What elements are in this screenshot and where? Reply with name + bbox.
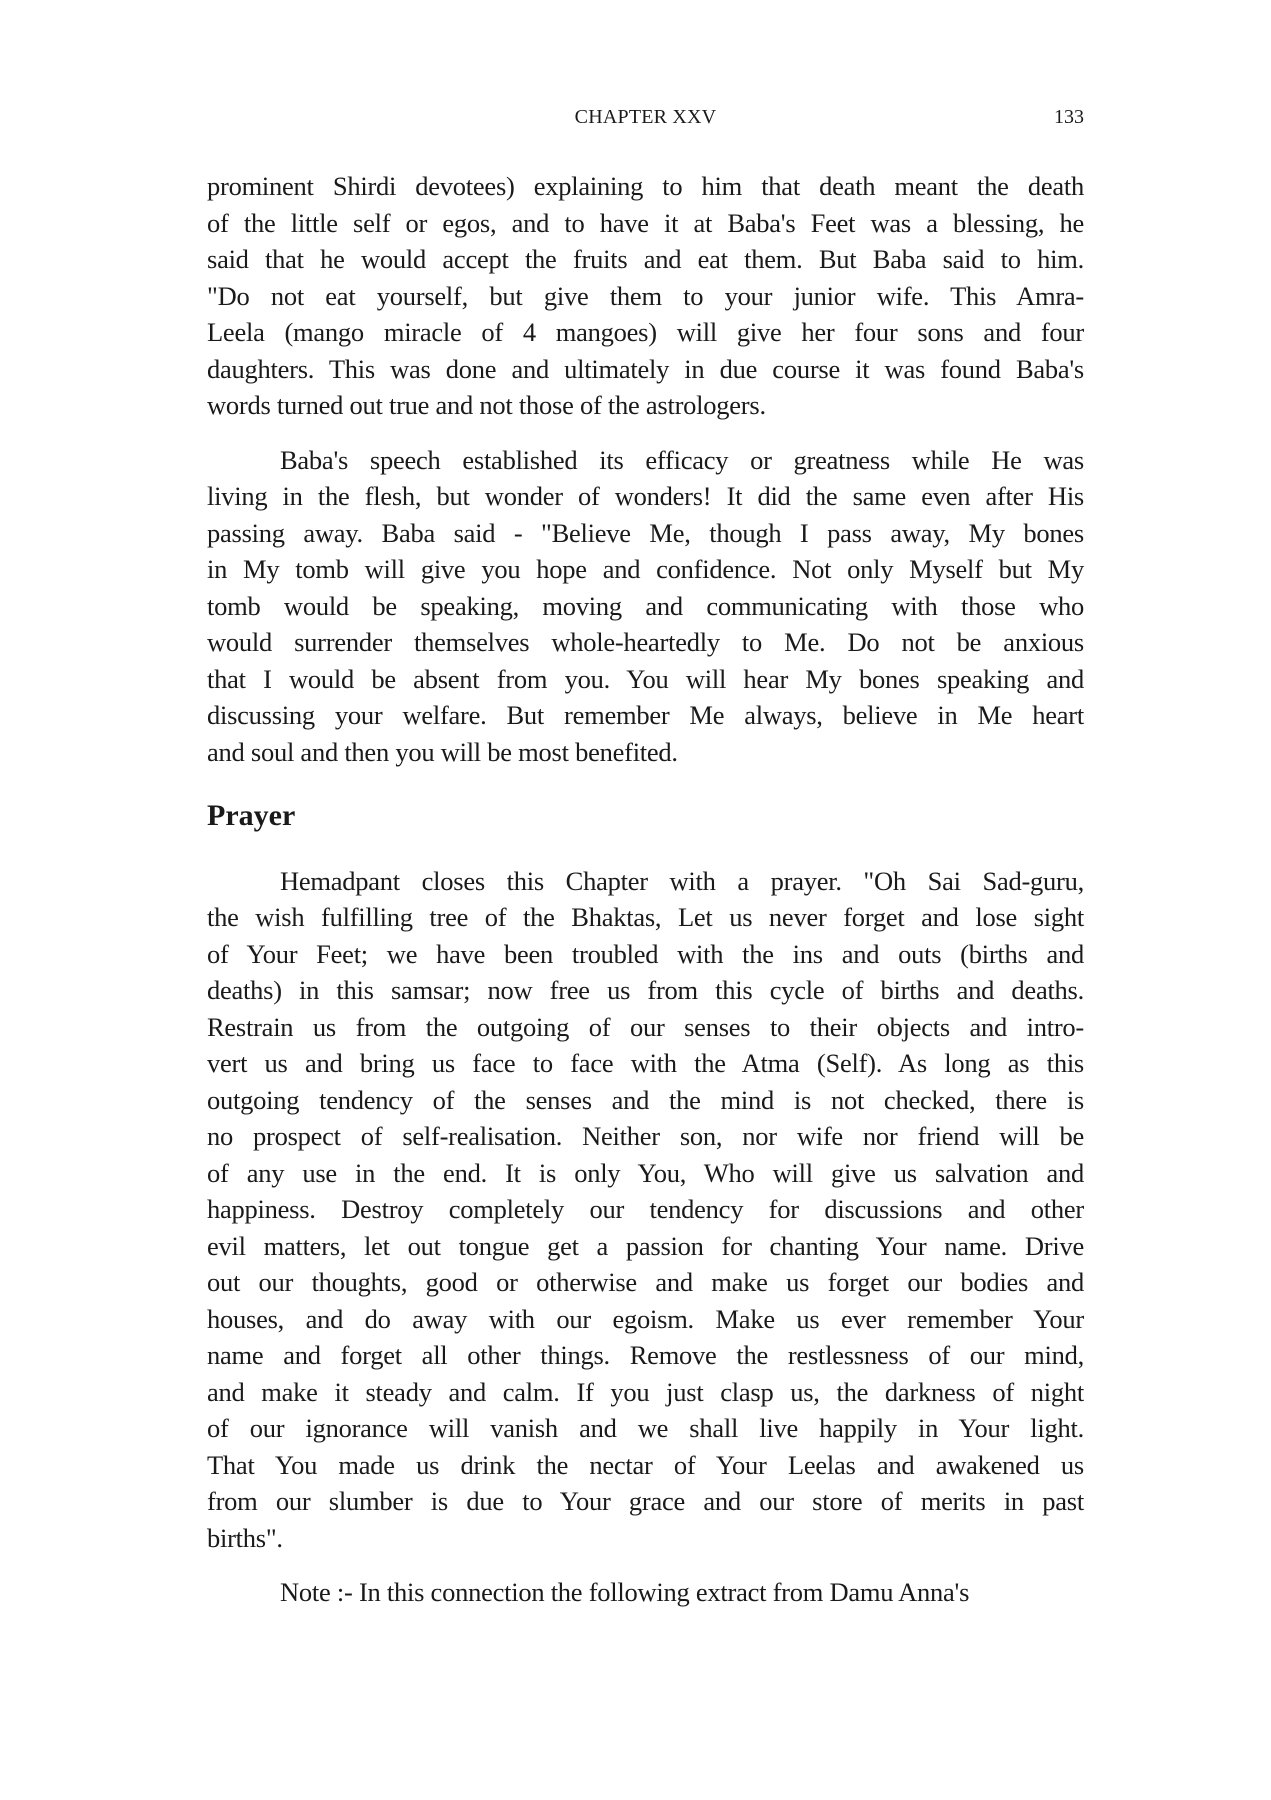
text-line: prominent Shirdi devotees) explaining to him that death meant the death xyxy=(207,171,1084,201)
text-line: Leela (mango miracle of 4 mangoes) will give her four sons and four xyxy=(207,317,1084,347)
text-line: births". xyxy=(207,1522,283,1553)
section-heading: Prayer xyxy=(207,799,296,832)
text-line: said that he would accept the fruits and eat them. But Baba said to him. xyxy=(207,244,1084,274)
text-line: that I would be absent from you. You will hear My bones speaking and xyxy=(207,663,1084,694)
text-line: in My tomb will give you hope and confidence. Not only Myself but My xyxy=(207,554,1084,584)
text-line: the wish fulfilling tree of the Bhaktas, Let us never forget and lose sight xyxy=(207,902,1084,932)
text-line: out our thoughts, good or otherwise and make us forget our bodies and xyxy=(207,1267,1084,1297)
text-line: daughters. This was done and ultimately in due course it was found Baba's xyxy=(207,353,1084,384)
paragraph xyxy=(207,168,1084,424)
page-number: 133 xyxy=(1054,106,1084,128)
text-line: Note :- In this connection the following extract from Damu Anna's xyxy=(280,1577,970,1607)
paragraph xyxy=(207,442,1084,771)
text-line: passing away. Baba said - "Believe Me, though I pass away, My bones xyxy=(207,517,1084,548)
text-line: of the little self or egos, and to have it at Baba's Feet was a blessing, he xyxy=(207,207,1084,238)
text-line: That You made us drink the nectar of Your Leelas and awakened us xyxy=(207,1449,1084,1480)
text-line: would surrender themselves whole-heartedly to Me. Do not be anxious xyxy=(207,627,1084,657)
text-line: and soul and then you will be most benefited. xyxy=(207,736,678,767)
running-head xyxy=(207,106,1084,134)
paragraph xyxy=(207,863,1084,1557)
text-line: of Your Feet; we have been troubled with the ins and outs (births and xyxy=(207,938,1084,969)
text-line: Baba's speech established its efficacy or greatness while He was xyxy=(280,444,1084,475)
text-line: Hemadpant closes this Chapter with a prayer. "Oh Sai Sad-guru, xyxy=(280,865,1084,896)
text-line: "Do not eat yourself, but give them to your junior wife. This Amra- xyxy=(207,280,1084,311)
page-body xyxy=(207,168,1084,1611)
chapter-title: CHAPTER XXV xyxy=(574,106,717,128)
text-line: living in the flesh, but wonder of wonders! It did the same even after His xyxy=(207,481,1084,511)
text-line: happiness. Destroy completely our tendency for discussions and other xyxy=(207,1194,1084,1224)
text-line: deaths) in this samsar; now free us from this cycle of births and deaths. xyxy=(207,975,1084,1005)
text-line: from our slumber is due to Your grace and our store of merits in past xyxy=(207,1486,1084,1516)
text-line: Restrain us from the outgoing of our senses to their objects and intro- xyxy=(207,1011,1084,1042)
text-line: and make it steady and calm. If you just clasp us, the darkness of night xyxy=(207,1376,1084,1407)
text-line: name and forget all other things. Remove the restlessness of our mind, xyxy=(207,1340,1084,1370)
text-line: outgoing tendency of the senses and the mind is not checked, there is xyxy=(207,1084,1084,1115)
text-line: no prospect of self-realisation. Neither son, nor wife nor friend will be xyxy=(207,1121,1084,1151)
text-line: of any use in the end. It is only You, Who will give us salvation and xyxy=(207,1157,1084,1188)
text-line: discussing your welfare. But remember Me always, believe in Me heart xyxy=(207,700,1084,730)
text-line: evil matters, let out tongue get a passion for chanting Your name. Drive xyxy=(207,1230,1084,1261)
text-line: vert us and bring us face to face with the Atma (Self). As long as this xyxy=(207,1048,1084,1078)
text-line: houses, and do away with our egoism. Make us ever remember Your xyxy=(207,1303,1084,1334)
text-line: words turned out true and not those of the astrologers. xyxy=(207,390,766,420)
text-line: tomb would be speaking, moving and communicating with those who xyxy=(207,590,1084,621)
paragraph xyxy=(207,1574,1084,1611)
text-line: of our ignorance will vanish and we shall live happily in Your light. xyxy=(207,1413,1084,1443)
